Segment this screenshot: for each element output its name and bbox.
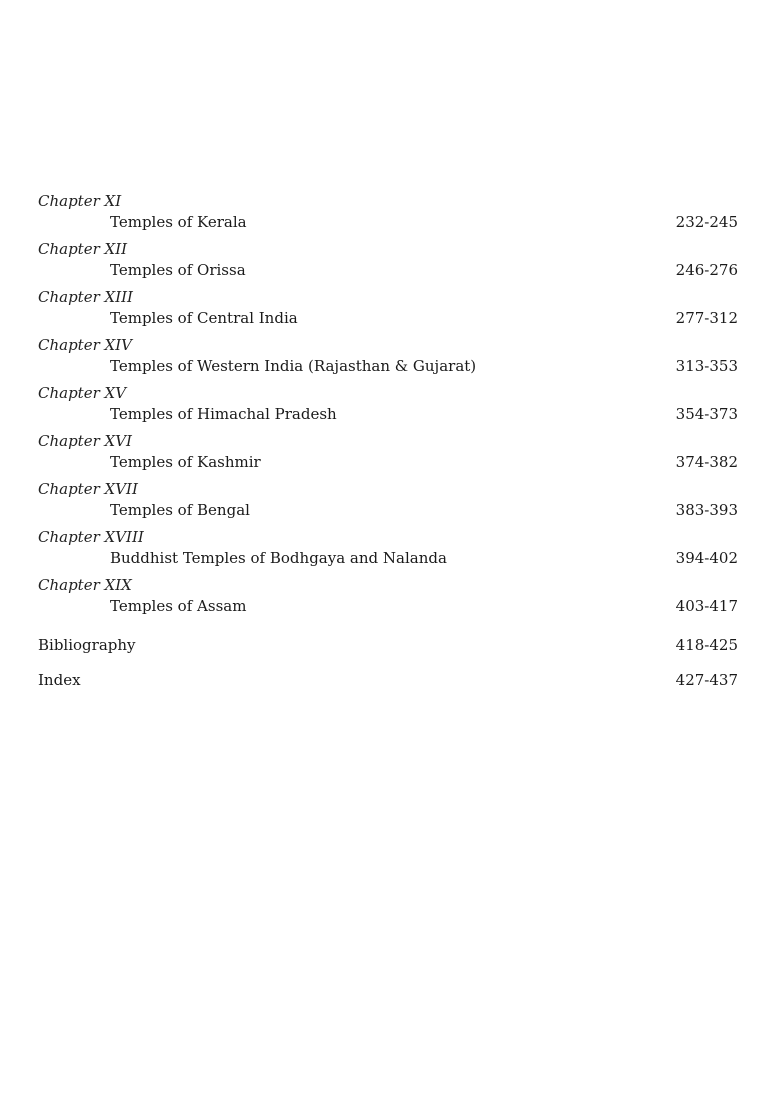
chapter-title: Temples of Himachal Pradesh [110,405,337,423]
page-range: 403-417 [675,597,738,615]
page-range: 232-245 [675,213,738,231]
table-of-contents [38,191,738,705]
toc-entry [38,383,738,431]
chapter-label: Chapter XVII [38,480,138,498]
chapter-label: Chapter XV [38,384,127,402]
page-range: 313-353 [675,357,738,375]
chapter-label: Chapter XI [38,192,122,210]
back-matter-title: Bibliography [38,636,136,654]
page-range: 383-393 [675,501,738,519]
page-range: 427-437 [675,671,738,689]
page-range: 374-382 [675,453,738,471]
chapter-title: Temples of Central India [110,309,298,327]
toc-entry-bibliography [38,635,738,670]
chapter-label: Chapter XVIII [38,528,144,546]
chapter-title: Buddhist Temples of Bodhgaya and Nalanda [110,549,447,567]
back-matter-title: Index [38,671,81,689]
chapter-label: Chapter XIX [38,576,132,594]
toc-entry [38,575,738,623]
toc-entry [38,335,738,383]
toc-entry [38,431,738,479]
chapter-label: Chapter XII [38,240,128,258]
chapter-label: Chapter XIV [38,336,132,354]
chapter-title: Temples of Orissa [110,261,246,279]
toc-entry [38,527,738,575]
page-range: 394-402 [675,549,738,567]
toc-entry-index [38,670,738,705]
chapter-title: Temples of Assam [110,597,247,615]
page-range: 246-276 [675,261,738,279]
chapter-title: Temples of Bengal [110,501,250,519]
chapter-title: Temples of Western India (Rajasthan & Gujarat) [110,357,477,375]
page-range: 277-312 [675,309,738,327]
toc-entry [38,287,738,335]
chapter-label: Chapter XIII [38,288,133,306]
chapter-title: Temples of Kashmir [110,453,261,471]
toc-entry [38,479,738,527]
chapter-title: Temples of Kerala [110,213,247,231]
chapter-label: Chapter XVI [38,432,132,450]
page-range: 418-425 [675,636,738,654]
toc-entry [38,191,738,239]
toc-entry [38,239,738,287]
page-range: 354-373 [675,405,738,423]
